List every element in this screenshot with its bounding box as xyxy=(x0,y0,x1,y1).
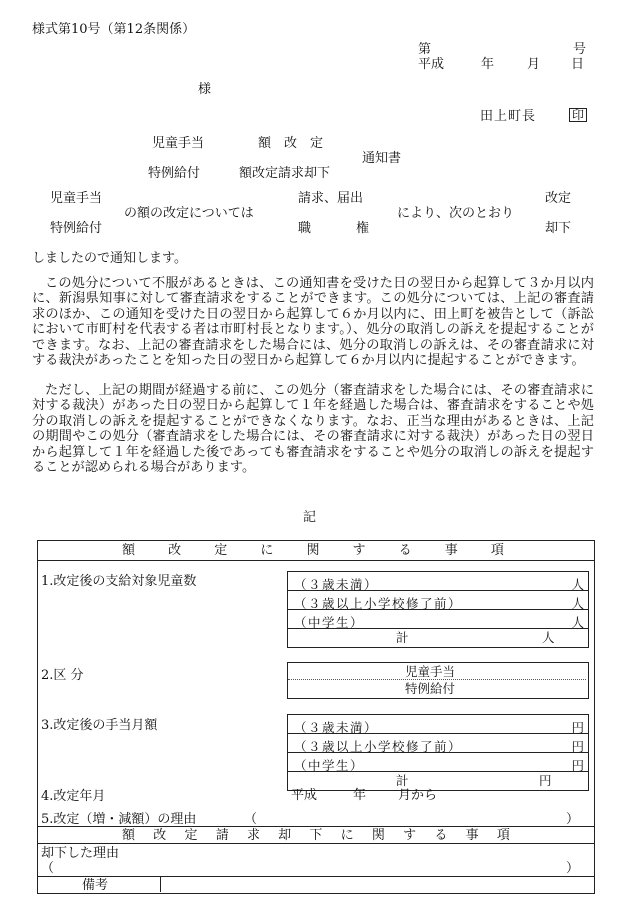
remarks-divider xyxy=(37,876,594,877)
item3-label: 3.改定後の手当月額 xyxy=(41,718,158,733)
section-heading-revision: 額 改 定 に 関 す る 事 項 xyxy=(122,543,504,558)
item5-paren-close: ） xyxy=(566,812,580,827)
body-amount-text: の額の改定については xyxy=(124,206,254,221)
body-allowance-bottom: 特例給付 xyxy=(50,221,103,236)
body-reject-word: 却下 xyxy=(545,221,572,236)
category-dotted-divider xyxy=(288,679,586,680)
rejection-paren-close: ） xyxy=(566,861,580,876)
body-ex-officio-a: 職 xyxy=(298,221,312,236)
title-allowance-top: 児童手当 xyxy=(152,136,205,151)
item2-label: 2.区 分 xyxy=(41,668,84,683)
body-revise-word: 改定 xyxy=(545,191,572,206)
seal-mark: 印 xyxy=(569,108,587,122)
revision-era: 平成 xyxy=(291,788,318,803)
body-notify-line: しましたので通知します。 xyxy=(32,251,187,266)
revision-year-label: 年 xyxy=(353,788,367,803)
body-reason-text: により、次のとおり xyxy=(397,206,515,221)
revision-month-from: 月から xyxy=(398,788,438,803)
title-action-top: 額 改 定 xyxy=(258,136,324,151)
appeal-paragraph-1: この処分について不服があるときは、この通知書を受けた日の翌日から起算して３か月以内に、新潟県知事に対して審査請求をすることができます。この処分については、上記の審査請求のほか、この通知を受けた日の翌日から起算して６か月以内に、田上町を被告として（訴訟において市町村を代表する者は市町村長となります。）、処分の取消しの訴えを提起することができます。なお、上記の審査請求をした場合には、処分の取消しの訴えは、その審査請求に対する裁決があったことを知った日の翌日から起算して６か月以内に提起することができます。 xyxy=(32,276,594,369)
title-suffix: 通知書 xyxy=(362,151,402,166)
category-allowance: 児童手当 xyxy=(405,664,456,679)
rejection-paren-open: （ xyxy=(41,861,55,876)
ki-heading: 記 xyxy=(303,510,317,525)
title-action-bottom: 額改定請求却下 xyxy=(239,166,331,181)
doc-number-prefix: 第 xyxy=(418,42,432,57)
child-count-under3: （３歳未満） 人 xyxy=(287,571,589,591)
monthly-amount-junior-high: （中学生） 円 xyxy=(287,752,589,772)
section2-bottom-divider xyxy=(37,843,594,844)
child-count-elementary: （３歳以上小学校修了前） 人 xyxy=(287,590,589,610)
category-special-benefit: 特例給付 xyxy=(405,681,456,696)
date-year-label: 年 xyxy=(481,57,495,72)
date-day-label: 日 xyxy=(571,57,585,72)
item4-label: 4.改定年月 xyxy=(41,789,106,804)
form-number: 様式第10号（第12条関係） xyxy=(32,22,196,37)
body-request-text: 請求、届出 xyxy=(298,191,364,206)
item5-paren-open: （ xyxy=(244,812,258,827)
section-heading-rejection: 額 改 定 請 求 却 下 に 関 す る 事 項 xyxy=(122,828,510,843)
remarks-label: 備考 xyxy=(82,878,109,893)
title-allowance-bottom: 特例給付 xyxy=(148,166,201,181)
rejection-reason-label: 却下した理由 xyxy=(41,846,120,861)
child-count-total: 計 人 xyxy=(287,628,589,648)
item1-label: 1.改定後の支給対象児童数 xyxy=(41,574,197,589)
addressee-suffix: 様 xyxy=(198,82,212,97)
date-era: 平成 xyxy=(418,57,445,72)
doc-number-suffix: 号 xyxy=(573,42,587,57)
monthly-amount-total: 計 円 xyxy=(287,771,589,791)
monthly-amount-elementary: （３歳以上小学校修了前） 円 xyxy=(287,733,589,753)
monthly-amount-under3: （３歳未満） 円 xyxy=(287,714,589,734)
section-divider xyxy=(37,560,594,561)
body-allowance-top: 児童手当 xyxy=(50,191,103,206)
section2-top-divider xyxy=(37,826,594,827)
appeal-paragraph-2: ただし、上記の期間が経過する前に、この処分（審査請求をした場合には、その審査請求に対する裁決）があった日の翌日から起算して１年を経過した場合は、審査請求をすることや処分の取消しの訴えを提起することができなくなります。なお、正当な理由があるときは、上記の期間やこの処分（審査請求をした場合には、その審査請求に対する裁決）があった日の翌日から起算して１年を経過した後であっても審査請求をすることや処分の取消しの訴えを提起することが認められる場合があります。 xyxy=(32,383,594,476)
body-ex-officio-b: 権 xyxy=(356,221,370,236)
sender-name: 田上町長 xyxy=(480,109,537,124)
item5-label: 5.改定（増・減額）の理由 xyxy=(41,812,197,827)
remarks-column-divider xyxy=(160,876,161,892)
date-month-label: 月 xyxy=(527,57,541,72)
child-count-junior-high: （中学生） 人 xyxy=(287,609,589,629)
